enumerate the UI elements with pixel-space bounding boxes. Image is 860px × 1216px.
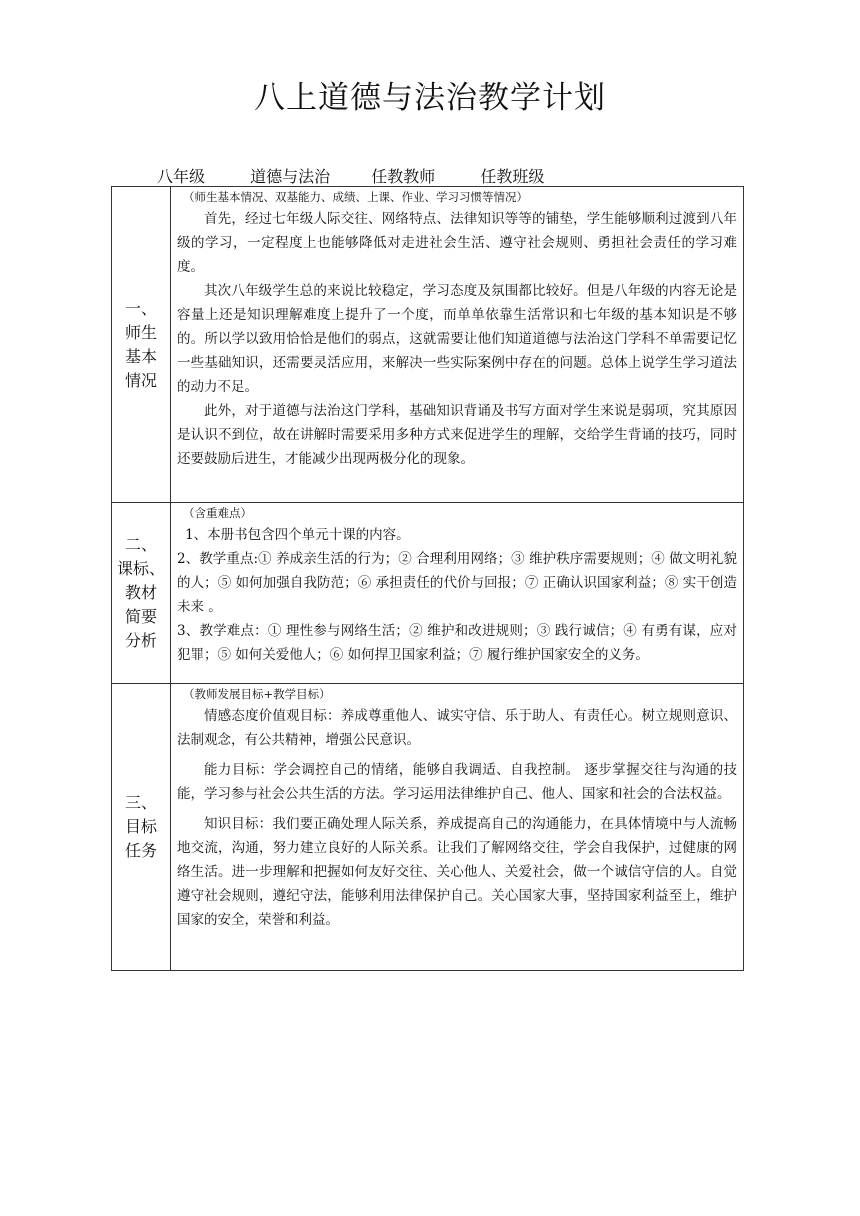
paragraph: 知识目标：我们要正确处理人际关系，养成提高自己的沟通能力，在具体情境中与人流畅地交流，沟通，努力建立良好的人际关系。让我们了解网络交往，学会自我保护，过健康的网络生活。进一步理解和把握如何友好交往、关心他人、关爱社会，做一个诚信守信的人。自觉遵守社会规则，遵纪守法，能够利用法律保护自己。关心国家大事，坚持国家利益至上，维护国家的安全，荣誉和利益。 — [177, 816, 737, 928]
subject-label: 道德与法治 — [250, 167, 331, 186]
section-content-1 — [171, 187, 744, 503]
plan-table — [111, 186, 744, 971]
page-title: 八上道德与法治教学计划 — [254, 80, 606, 116]
section-content-2 — [171, 503, 744, 684]
paragraph: 首先，经过七年级人际交往、网络特点、法律知识等等的铺垫，学生能够顺利过渡到八年级的学习，一定程度上也能够降低对走进社会生活、遵守社会规则、勇担社会责任的学习难度。 — [177, 211, 737, 275]
list-item: 1、本册书包含四个单元十课的内容。 — [185, 527, 410, 543]
section-heading-3: 三、 目标 任务 — [112, 684, 171, 971]
section-row-2 — [112, 503, 744, 684]
paragraph: 能力目标：学会调控自己的情绪，能够自我调适、自我控制。 逐步掌握交往与沟通的技能，学习参与社会公共生活的方法。学习运用法律维护自己、他人、国家和社会的合法权益。 — [177, 762, 737, 802]
paragraph: 其次八年级学生总的来说比较稳定，学习态度及氛围都比较好。但是八年级的内容无论是容量上还是知识理解难度上提升了一个度，而单单依靠生活常识和七年级的基本知识是不够的。所以学以致用恰恰是他们的弱点，这就需要让他们知道道德与法治这门学科不单需要记忆一些基础知识，还需要灵活应用，来解决一些实际案例中存在的问题。总体上说学生学习道法的动力不足。 — [177, 283, 737, 395]
section-content-3 — [171, 684, 744, 971]
section-heading-2: 二、 课标、 教材 简要 分析 — [112, 503, 171, 684]
paragraph: 此外，对于道德与法治这门学科，基础知识背诵及书写方面对学生来说是弱项，究其原因是认识不到位，故在讲解时需要采用多种方式来促进学生的理解，交给学生背诵的技巧，同时还要鼓励后进生，才能减少出现两极分化的现象。 — [177, 403, 737, 467]
meta-line — [157, 164, 544, 187]
class-label: 任教班级 — [480, 167, 545, 186]
teacher-label: 任教教师 — [371, 167, 436, 186]
section-note: （含重难点） — [183, 506, 252, 520]
paragraph: 情感态度价值观目标：养成尊重他人、诚实守信、乐于助人、有责任心。树立规则意识、法制观念，有公共精神，增强公民意识。 — [177, 708, 737, 748]
section-row-3 — [112, 684, 744, 971]
list-item: 2、教学重点:① 养成亲生活的行为；② 合理利用网络；③ 维护秩序需要规则；④ 做文明礼貌的人；⑤ 如何加强自我防范；⑥ 承担责任的代价与回报；⑦ 正确认识国家利益；⑧ 实干创造未来 。 — [177, 551, 737, 615]
list-item: 3、教学难点：① 理性参与网络生活；② 维护和改进规则；③ 践行诚信；④ 有勇有谋，应对犯罪；⑤ 如何关爱他人；⑥ 如何捍卫国家利益；⑦ 履行维护国家安全的义务。 — [177, 623, 737, 663]
section-note: （教师发展目标+教学目标） — [183, 687, 331, 701]
section-heading-1: 一、 师生 基本 情况 — [112, 187, 171, 503]
section-note: （师生基本情况、双基能力、成绩、上课、作业、学习习惯等情况） — [183, 190, 528, 204]
grade-label: 八年级 — [157, 167, 206, 186]
section-row-1 — [112, 187, 744, 503]
